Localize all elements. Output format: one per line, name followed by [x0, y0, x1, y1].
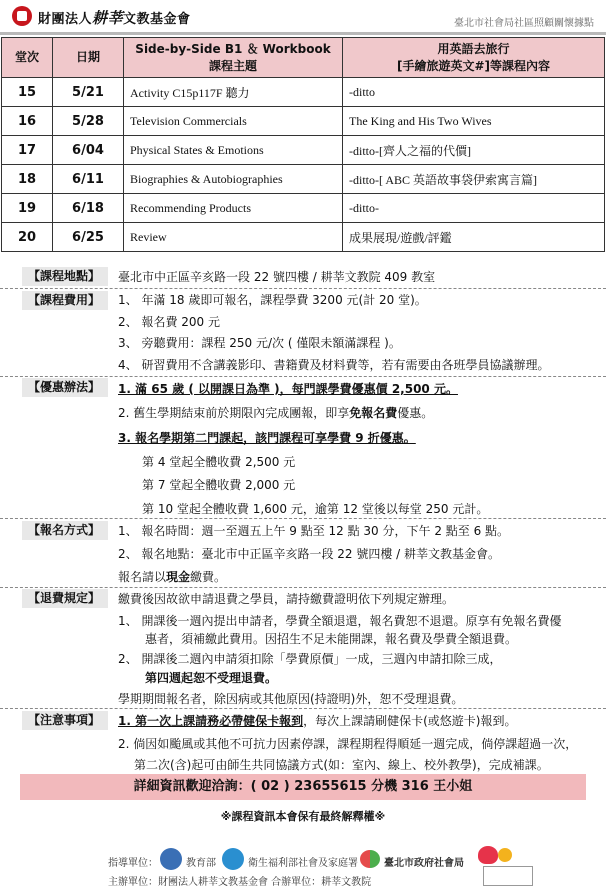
divider — [0, 708, 606, 709]
footer-guidance-label: 指導單位： — [108, 858, 158, 869]
discount-item-1: 1. 滿 65 歲 ( 以開課日為準 )，每門課學費優惠價 2,500 元。 — [118, 382, 458, 396]
col-date: 日期 — [53, 38, 124, 78]
table-row: 15 5/21 Activity C15p117F 聽力 -ditto — [2, 78, 605, 107]
header-divider — [0, 32, 606, 35]
notice-line: 2. 倘因如颱風或其他不可抗力因素停課，課程期程得順延一週完成，倘停課超過一次， — [118, 737, 578, 751]
discount-label: 【優惠辦法】 — [22, 378, 108, 397]
signup-label: 【報名方式】 — [22, 521, 108, 540]
divider — [0, 288, 606, 289]
table-row: 18 6/11 Biographies & Autobiographies -ditto-[ ABC 英語故事袋伊索寓言篇] — [2, 165, 605, 194]
header-right-text: 臺北市社會局社區照顧關懷據點 — [454, 18, 594, 29]
refund-line: 惠者，須補繳此費用。因招生不足未能開課，報名費及學費全額退費。 — [145, 632, 518, 646]
fee-item: 2、 報名費 200 元 — [118, 315, 220, 329]
col-english: 用英語去旅行 [手繪旅遊英文#]等課程內容 — [343, 38, 605, 78]
mohw-logo-icon — [222, 848, 244, 870]
refund-line: 2、 開課後二週內申請須扣除「學費原價」一成，三週內申請扣除三成， — [118, 652, 502, 666]
discount-item-3: 3. 報名學期第二門課起，該門課程可享學費 9 折優惠。 — [118, 431, 416, 445]
table-row: 19 6/18 Recommending Products -ditto- — [2, 194, 605, 223]
refund-line: 1、 開課後一週內提出申請者，學費全額退還，報名費恕不退還。原享有免報名費優 — [118, 614, 562, 628]
footer-org: 衛生福利部社會及家庭署 — [248, 858, 358, 869]
fees-label: 【課程費用】 — [22, 291, 108, 310]
page-header — [0, 0, 606, 34]
table-row: 20 6/25 Review 成果展現/遊戲/評鑑 — [2, 223, 605, 252]
sun-logo-icon — [498, 848, 512, 862]
table-row: 17 6/04 Physical States & Emotions -ditto-[齊人之福的代價] — [2, 136, 605, 165]
footer — [0, 842, 606, 889]
col-session: 堂次 — [2, 38, 53, 78]
divider — [0, 376, 606, 377]
fee-item: 1、 年滿 18 歲即可報名，課程學費 3200 元(計 20 堂)。 — [118, 293, 427, 307]
notice-label: 【注意事項】 — [22, 711, 108, 730]
taipei-social-logo-icon — [360, 850, 380, 868]
contact-banner: 詳細資訊歡迎洽詢：( 02 ) 23655615 分機 316 王小姐 — [20, 774, 586, 800]
footer-org: 臺北市政府社會局 — [384, 858, 464, 869]
refund-line: 學期期間報名者，除因病或其他原因(持證明)外，恕不受理退費。 — [118, 692, 464, 706]
refund-line: 繳費後因故欲申請退費之學員，請持繳費證明依下列規定辦理。 — [118, 592, 455, 606]
fee-item: 4、 研習費用不含講義影印、書籍費及材料費等，若有需要由各班學員協議辦理。 — [118, 358, 550, 372]
divider — [0, 518, 606, 519]
schedule-table — [1, 37, 605, 252]
copyright-note: ※課程資訊本會保有最終解釋權※ — [220, 810, 386, 823]
signup-item: 報名請以現金繳費。 — [118, 570, 227, 584]
table-header-row — [2, 38, 605, 78]
footer-org: 教育部 — [186, 858, 216, 869]
fee-item: 3、 旁聽費用：課程 250 元/次 ( 僅限未額滿課程 )。 — [118, 336, 401, 350]
refund-line: 第四週起恕不受理退費。 — [145, 671, 278, 685]
discount-sub: 第 4 堂起全體收費 2,500 元 — [142, 455, 296, 469]
discount-sub: 第 10 堂起全體收費 1,600 元，逾第 12 堂後以每堂 250 元計。 — [142, 502, 489, 516]
table-row: 16 5/28 Television Commercials The King and His Two Wives — [2, 107, 605, 136]
col-topic: Side-by-Side B1 ＆ Workbook 課程主題 — [124, 38, 343, 78]
footer-organizer: 主辦單位：財團法人耕莘文教基金會 合辦單位：耕莘文教院 — [108, 877, 372, 888]
refund-label: 【退費規定】 — [22, 589, 108, 608]
discount-sub: 第 7 堂起全體收費 2,000 元 — [142, 478, 296, 492]
heart-logo-icon — [478, 846, 498, 864]
location-text: 臺北市中正區辛亥路一段 22 號四樓 / 耕莘文教院 409 教室 — [118, 270, 436, 284]
discount-item-2: 2. 舊生學期結束前於期限內完成團報，即享免報名費優惠。 — [118, 406, 434, 420]
signup-item: 2、 報名地點：臺北市中正區辛亥路一段 22 號四樓 / 耕莘文教基金會。 — [118, 547, 501, 561]
foundation-logo-icon — [12, 6, 32, 26]
location-label: 【課程地點】 — [22, 267, 108, 286]
community-care-badge-icon — [483, 866, 533, 886]
notice-line: 1. 第一次上課請務必帶健保卡報到，每次上課請刷健保卡(或悠遊卡)報到。 — [118, 714, 517, 728]
org-name: 財團法人耕莘文教基金會 — [38, 9, 191, 27]
moe-logo-icon — [160, 848, 182, 870]
divider — [0, 587, 606, 588]
signup-item: 1、 報名時間：週一至週五上午 9 點至 12 點 30 分，下午 2 點至 6 點。 — [118, 524, 510, 538]
notice-line: 第二次(含)起可由師生共同協議方式(如：室內、線上、校外教學)，完成補課。 — [134, 758, 549, 772]
